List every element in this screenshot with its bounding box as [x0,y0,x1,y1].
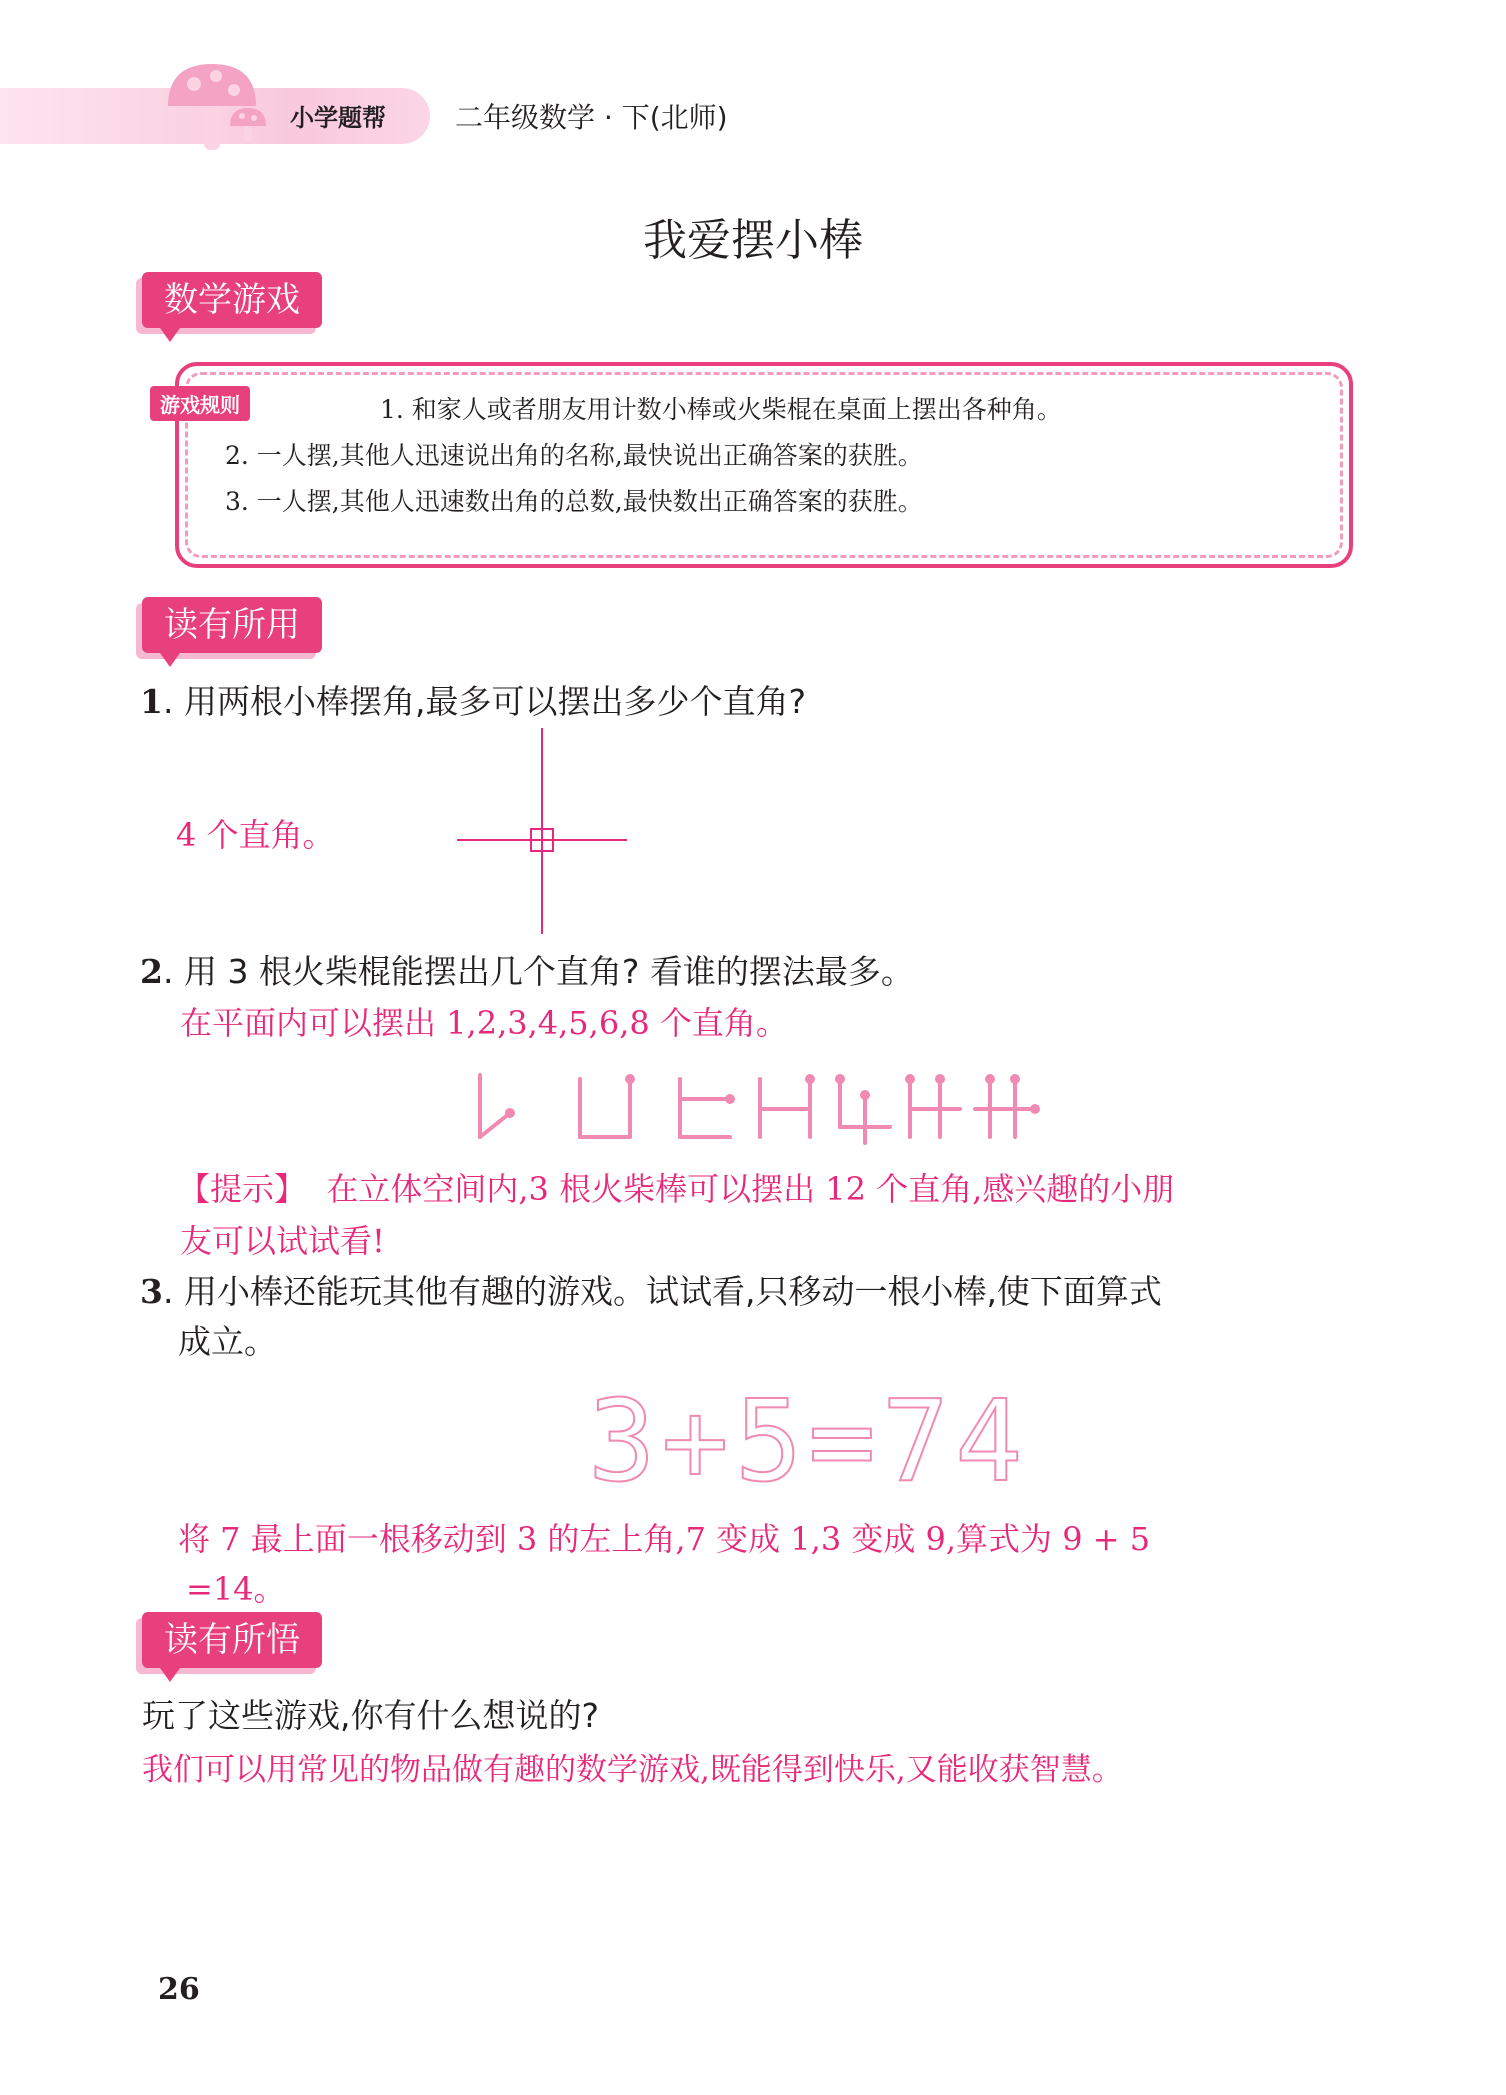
brand-label: 小学题帮 [290,104,386,132]
rule-2: 2. 一人摆,其他人迅速说出角的名称,最快说出正确答案的获胜。 [225,441,923,470]
answer-3-line-2: =14。 [186,1570,286,1608]
rules-badge: 游戏规则 [150,386,250,421]
question-3-number: 3 [140,1272,163,1311]
matchstick-equation [588,1377,1029,1507]
question-2-number: 2 [140,952,163,991]
perpendicular-sticks-figure [455,728,635,938]
section-tag-reflect: 读有所悟 [142,1612,322,1668]
question-1-text: . 用两根小棒摆角,最多可以摆出多少个直角? [162,682,806,721]
hint-label: 【提示】 [178,1170,307,1208]
hint-line-1 [178,1164,1174,1210]
mushroom-icon [160,58,280,153]
reflect-question: 玩了这些游戏,你有什么想说的? [142,1696,600,1735]
book-title: 二年级数学 · 下(北师) [455,101,728,134]
question-3 [140,1266,1162,1313]
question-2 [140,946,914,993]
reflect-answer: 我们可以用常见的物品做有趣的数学游戏,既能得到快乐,又能收获智慧。 [142,1752,1123,1788]
rule-3: 3. 一人摆,其他人迅速数出角的总数,最快数出正确答案的获胜。 [225,487,923,516]
matchstick-arrangements-figure [470,1065,1070,1145]
answer-2: 在平面内可以摆出 1,2,3,4,5,6,8 个直角。 [180,1004,788,1042]
equation-text: 3+5=74 [588,1377,1029,1507]
page-title: 我爱摆小棒 [643,215,863,266]
page-number: 26 [158,1972,200,2007]
rule-1: 1. 和家人或者朋友用计数小棒或火柴棍在桌面上摆出各种角。 [380,395,1062,424]
section-tag-read: 读有所用 [142,597,322,653]
question-2-text: . 用 3 根火柴棍能摆出几个直角? 看谁的摆法最多。 [162,952,914,991]
question-3-text-cont: 成立。 [178,1322,277,1361]
question-1-number: 1 [140,682,163,721]
question-3-text: . 用小棒还能玩其他有趣的游戏。试试看,只移动一根小棒,使下面算式 [162,1272,1162,1311]
question-1 [140,676,806,723]
section-tag-game: 数学游戏 [142,272,322,328]
answer-1: 4 个直角。 [176,816,335,854]
hint-line-2: 友可以试试看! [180,1222,385,1260]
hint-text: 在立体空间内,3 根火柴棒可以摆出 12 个直角,感兴趣的小朋 [326,1170,1175,1208]
answer-3-line-1: 将 7 最上面一根移动到 3 的左上角,7 变成 1,3 变成 9,算式为 9 + 5 [178,1520,1151,1558]
